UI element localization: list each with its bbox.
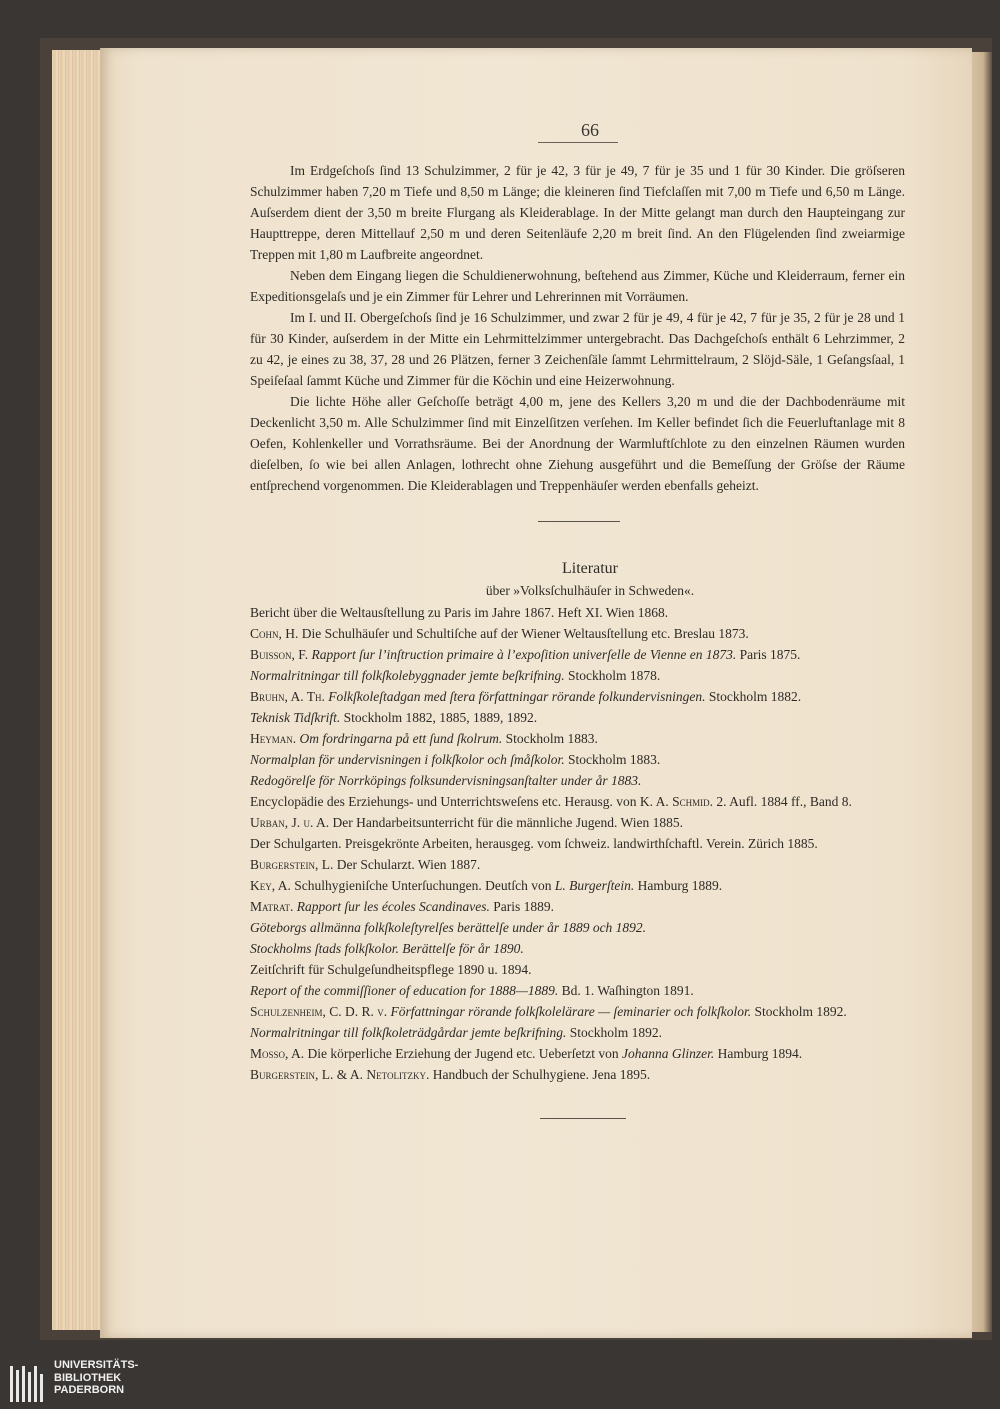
entry-segment: K. A. Schmid.	[639, 794, 714, 809]
entry-segment: Stockholms ſtads folkſkolor. Berättelſe för år 1890.	[250, 941, 524, 956]
bibliography-entry	[250, 1022, 915, 1043]
bibliography-entry	[250, 749, 915, 770]
bibliography-entry	[250, 602, 915, 623]
bibliography-entry	[250, 623, 915, 644]
entry-segment: Hamburg 1894.	[714, 1046, 803, 1061]
literature-subtitle: über »Volksſchulhäuſer in Schweden«.	[485, 583, 695, 598]
bibliography-entry	[250, 686, 915, 707]
bibliography-entry	[250, 1001, 915, 1022]
entry-segment: Paris 1875.	[736, 647, 801, 662]
bibliography-entry	[250, 875, 915, 896]
entry-segment: Hamburg 1889.	[634, 878, 723, 893]
entry-segment: Johanna Glinzer.	[622, 1046, 715, 1061]
entry-segment: Die körperliche Erziehung der Jugend etc. Ueberſetzt von	[304, 1046, 623, 1061]
entry-segment: 2. Aufl. 1884 ff., Band 8.	[713, 794, 852, 809]
entry-segment: L. Burgerſtein.	[554, 878, 635, 893]
entry-segment: Författningar rörande folkſkolelärare — ſeminarier och folkſkolor.	[390, 1004, 752, 1019]
paragraph: Neben dem Eingang liegen die Schuldienerwohnung, beſtehend aus Zimmer, Küche und Kleiderraum, ferner ein Expeditionsgelaſs und je ein Zimmer für Lehrer und Lehrerinnen mit Vorräumen.	[250, 268, 905, 304]
entry-segment: Der Schularzt. Wien 1887.	[333, 857, 481, 872]
entry-segment: Paris 1889.	[489, 899, 554, 914]
entry-segment: Buisson, F.	[250, 647, 309, 662]
entry-segment: Stockholm 1892.	[751, 1004, 847, 1019]
entry-segment: Rapport ſur les écoles Scandinaves.	[296, 899, 490, 914]
right-page-edge	[970, 52, 992, 1332]
entry-segment: Key, A.	[250, 878, 291, 893]
bibliography-entry	[250, 833, 915, 854]
paragraph: Die lichte Höhe aller Geſchoſſe beträgt 4,00 m, jene des Kellers 3,20 m und die der Dachbodenräume mit Deckenlicht 3,50 m. Alle Schulzimmer ſind mit Einzelſitzen verſehen. Im Keller befindet ſich die Feuerluftanlage mit 8 Oefen, Kohlenkeller und Vorrathsräume. Bei der Anordnung der Warmluftſchlote zu den einzelnen Räumen wurden dieſelben, ſo wie bei allen Anlagen, lothrecht ohne Ziehung ausgeführt und die Bemeſſung der Gröſse der Räume entſprechend vorgenommen. Die Kleiderablagen und Treppenhäuſer werden ebenfalls geheizt.	[250, 394, 905, 493]
entry-segment: Heyman.	[250, 731, 297, 746]
entry-segment: Die Schulhäuſer und Schultiſche auf der Wiener Weltausſtellung etc. Breslau 1873.	[298, 626, 749, 641]
entry-segment: Stockholm 1882, 1885, 1889, 1892.	[340, 710, 538, 725]
section-divider	[538, 521, 620, 522]
entry-segment: Om fordringarna på ett ſund ſkolrum.	[299, 731, 503, 746]
entry-segment: Bd. 1. Waſhington 1891.	[558, 983, 694, 998]
library-logo	[0, 1356, 200, 1409]
entry-segment: Stockholm 1878.	[564, 668, 661, 683]
entry-segment: Redogörelſe för Norrköpings folksundervisningsanſtalter under år 1883.	[250, 773, 642, 788]
bibliography-entry	[250, 728, 915, 749]
logo-line: PADERBORN	[54, 1384, 125, 1396]
entry-segment: Mosso, A.	[250, 1046, 305, 1061]
entry-segment: Report of the commiſſioner of education for 1888—1889.	[250, 983, 559, 998]
entry-segment: Bruhn, A. Th.	[250, 689, 325, 704]
entry-segment: Matrat.	[250, 899, 294, 914]
bibliography-entry	[250, 917, 915, 938]
entry-segment: Urban, J. u. A.	[250, 815, 330, 830]
bibliography-entry	[250, 770, 915, 791]
bibliography-entry	[250, 1043, 915, 1064]
library-logo-icon	[8, 1362, 48, 1406]
entry-segment: Stockholm 1882.	[705, 689, 802, 704]
entry-segment: Encyclopädie des Erziehungs- und Unterrichtsweſens etc. Herausg. von	[250, 794, 640, 809]
entry-segment: Schulhygieniſche Unterſuchungen. Deutſch von	[290, 878, 555, 893]
logo-line: UNIVERSITÄTS-	[54, 1359, 139, 1371]
entry-segment: Zeitſchrift für Schulgeſundheitspflege 1890 u. 1894.	[250, 962, 532, 977]
bibliography-entry	[250, 665, 915, 686]
entry-segment: Handbuch der Schulhygiene. Jena 1895.	[429, 1067, 651, 1082]
entry-segment: Der Schulgarten. Preisgekrönte Arbeiten, herausgeg. vom ſchweiz. landwirthſchaftl. Verein. Zürich 1885.	[250, 836, 818, 851]
page-number: 66	[581, 120, 599, 140]
logo-line: BIBLIOTHEK	[54, 1371, 122, 1384]
literature-title: Literatur	[562, 560, 618, 577]
bibliography-entry	[250, 938, 915, 959]
paragraph: Im Erdgeſchoſs ſind 13 Schulzimmer, 2 für je 42, 3 für je 49, 7 für je 35 und 1 für 30 Kinder. Die gröſseren Schulzimmer haben 7,20 m Tiefe und 8,50 m Länge; die kleineren ſind Tiefclaſſen mit 7,00 m Tiefe und 6,50 m Länge. Auſserdem dient der 3,50 m breite Flurgang als Kleiderablage. In der Mitte gelangt man durch den Haupteingang zur Haupttreppe, deren Mittellauf 2,50 m und deren Seitenläufe 2,20 m breit ſind. An den Flügelenden ſind zweiarmige Treppen mit 1,80 m Laufbreite angeordnet.	[250, 163, 905, 262]
entry-segment: Normalritningar till folkſkoleträdgårdar jemte beſkrifning.	[250, 1025, 567, 1040]
bibliography-entry	[250, 791, 915, 812]
page-number-rule	[538, 142, 618, 143]
entry-segment: Rapport ſur l’inſtruction primaire à l’expoſition univerſelle de Vienne en 1873.	[311, 647, 737, 662]
bibliography-entry	[250, 812, 915, 833]
entry-segment: Normalplan för undervisningen i folkſkolor och ſmåſkolor.	[250, 752, 565, 767]
entry-segment: Burgerstein, L. & A. Netolitzky.	[250, 1067, 430, 1082]
bibliography-entry	[250, 896, 915, 917]
entry-segment: Stockholm 1883.	[564, 752, 661, 767]
end-divider	[540, 1118, 626, 1119]
entry-segment: Bericht über die Weltausſtellung zu Paris im Jahre 1867. Heft XI. Wien 1868.	[250, 605, 669, 620]
entry-segment: Teknisk Tidſkrift.	[250, 710, 341, 725]
entry-segment: Stockholm 1892.	[566, 1025, 663, 1040]
entry-segment: Stockholm 1883.	[502, 731, 598, 746]
bibliography-entry	[250, 1064, 915, 1085]
entry-segment: Der Handarbeitsunterricht für die männliche Jugend. Wien 1885.	[329, 815, 683, 830]
bibliography-entry	[250, 707, 915, 728]
bibliography-entry	[250, 644, 915, 665]
bibliography-entry	[250, 980, 915, 1001]
entry-segment: Folkſkoleſtadgan med ſtera författningar rörande folkundervisningen.	[328, 689, 706, 704]
bibliography-entry	[250, 854, 915, 875]
paragraph: Im I. und II. Obergeſchoſs ſind je 16 Schulzimmer, und zwar 2 für je 49, 4 für je 42, 7 für je 35, 2 für je 28 und 1 für 30 Kinder, auſserdem in der Mitte ein Lehrmittelzimmer untergebracht. Das Dachgeſchoſs enthält 6 Lehrzimmer, 2 zu 42, je eines zu 38, 37, 28 und 26 Plätzen, ferner 3 Zeichenſäle ſammt Lehrmittelraum, 2 Slöjd-Säle, 1 Geſangsſaal, 1 Speiſeſaal ſammt Küche und Zimmer für die Köchin und eine Heizerwohnung.	[250, 310, 905, 388]
entry-segment: Burgerstein, L.	[250, 857, 334, 872]
bibliography-entry	[250, 959, 915, 980]
entry-segment: Göteborgs allmänna folkſkoleſtyrelſes berättelſe under år 1889 och 1892.	[250, 920, 647, 935]
entry-segment: Normalritningar till folkſkolebyggnader jemte beſkrifning.	[250, 668, 565, 683]
body-text	[250, 160, 905, 496]
bibliography-list	[250, 602, 915, 1085]
entry-segment: Cohn, H.	[250, 626, 299, 641]
entry-segment: Schulzenheim, C. D. R. v.	[250, 1004, 388, 1019]
library-logo-text	[54, 1359, 138, 1397]
